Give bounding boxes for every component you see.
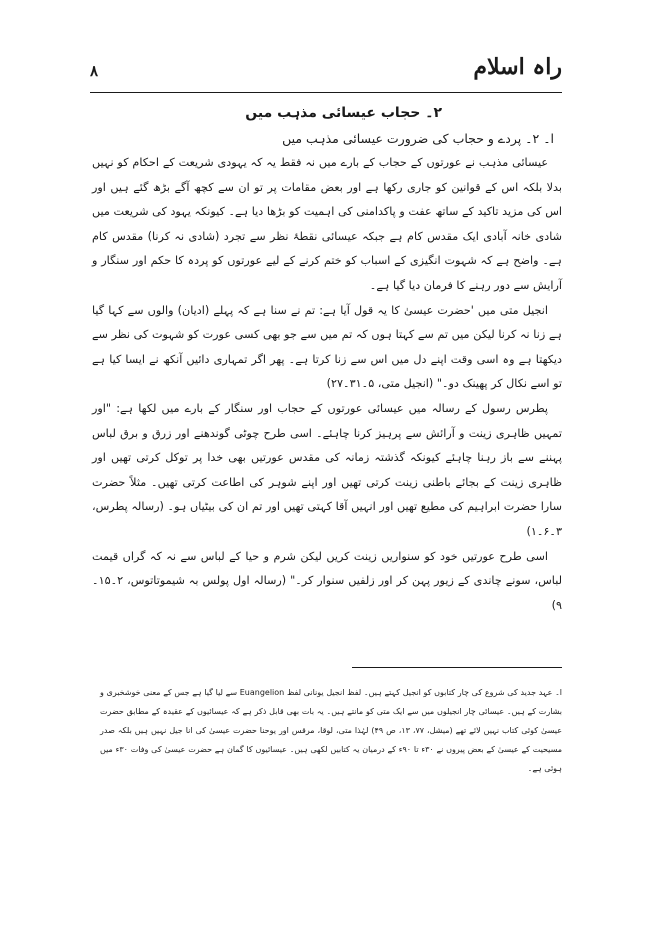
footnote: ا۔ عہد جدید کی شروع کی چار کتابوں کو انجیل کہتے ہیں۔ لفظ انجیل یونانی لفظ Euangelion سے لیا گیا ہے جس کے معنی خوشخبری و بشارت کے ہیں۔ عیسائی چار انجیلوں میں سے ایک متی کو مانتے ہیں۔ یہ بات بھی قابل ذکر ہے کہ عیسائیوں کے عقیدہ کے مطابق حضرت عیسیٰ کوئی کتاب نہیں لائے تھے (میشل، ۷۷، ۱۳، ص ۴۹) لہٰذا متی، لوقا، مرقس اور یوحنا حضرت عیسیٰ کی انا جیل نہیں ہیں بلکہ صدر مسیحیت کے عیسیٰ کے بعض پیروں نے ۳۰ء تا ۹۰ء کے درمیان یہ کتابیں لکھی ہیں۔ عیسائیوں کا گمان ہے حضرت عیسیٰ کی وفات ۳۰ء میں ہوئی ہے۔ (100, 688, 563, 773)
running-title: راہ اسلام (473, 54, 562, 80)
subsection-heading: ا۔ ۲۔ پردے و حجاب کی ضرورت عیسائی مذہب میں (282, 131, 554, 146)
page-header (90, 52, 562, 92)
paragraph: انجیل متی میں 'حضرت عیسیٰ کا یہ قول آیا ہے: تم نے سنا ہے کہ پہلے (ادیان) والوں سے کہا گیا ہے زنا نہ کرنا لیکن میں تم سے کہتا ہوں کہ تم میں سے جو بھی کسی عورت کو شہوت کی نظر سے دیکھتا ہے وہ اسی وقت اپنے دل میں اس سے زنا کرتا ہے۔ پھر اگر تمہاری دائیں آنکھ نے ایسا کیا ہے تو اسے نکال کر پھینک دو۔" (انجیل متی، ۵۔۳۱۔۲۷) (92, 303, 562, 391)
header-divider (90, 92, 562, 93)
body-text (92, 100, 562, 618)
page-number: ۸ (90, 62, 99, 80)
footnote-divider (352, 667, 562, 668)
section-heading: ۲۔ حجاب عیسائی مذہب میں (245, 105, 442, 121)
paragraph: اسی طرح عورتیں خود کو سنواریں زینت کریں لیکن شرم و حیا کے لباس سے نہ کہ گراں قیمت لباس، سونے چاندی کے زیور پہن کر اور زلفیں سنوار کر۔" (رسالہ اول پولس بہ شیموتاتوس، ۲۔۱۵۔۹) (92, 549, 562, 612)
paragraph: پطرس رسول کے رسالہ میں عیسائی عورتوں کے حجاب اور سنگار کے بارے میں لکھا ہے: "اور تمہیں ظاہری زینت و آرائش سے پرہیز کرنا چاہئے۔ اسی طرح چوٹی گوندھنے اور زرق و برق لباس پہننے سے باز رہنا چاہئے کیونکہ گذشتہ زمانہ کی مقدس عورتیں بھی خدا پر توکل کرتی تھیں اور ظاہری زینت کے بجائے باطنی زینت کرتی تھیں اور اپنے شوہر کی اطاعت کرتی تھیں۔ مثلاً حضرت سارا حضرت ابراہیم کی مطیع تھیں اور انہیں آقا کہتی تھیں اور تم ان کی بیٹیاں ہو۔ (رسالہ پطرس، ۳۔۶۔۱) (92, 401, 562, 538)
paragraph: عیسائی مذہب نے عورتوں کے حجاب کے بارے میں نہ فقط یہ کہ یہودی شریعت کے احکام کو نہیں بدلا بلکہ اس کے قوانین کو جاری رکھا ہے اور بعض مقامات پر تو ان سے کچھ آگے بڑھ گئے ہیں اور اس کی مزید تاکید کے ساتھ عفت و پاکدامنی کی اہمیت کو بڑھا دیا ہے۔ کیونکہ یہود کی شریعت میں شادی خانہ آبادی ایک مقدس کام ہے جبکہ عیسائی نقطۂ نظر سے تجرد (شادی نہ کرنا) مقدس کام ہے۔ واضح ہے کہ شہوت انگیزی کے اسباب کو ختم کرنے کے لیے عورتوں کو پردہ کا حکم اور سنگار و آرایش سے دور رہنے کا فرمان دیا گیا ہے۔ (92, 156, 562, 292)
